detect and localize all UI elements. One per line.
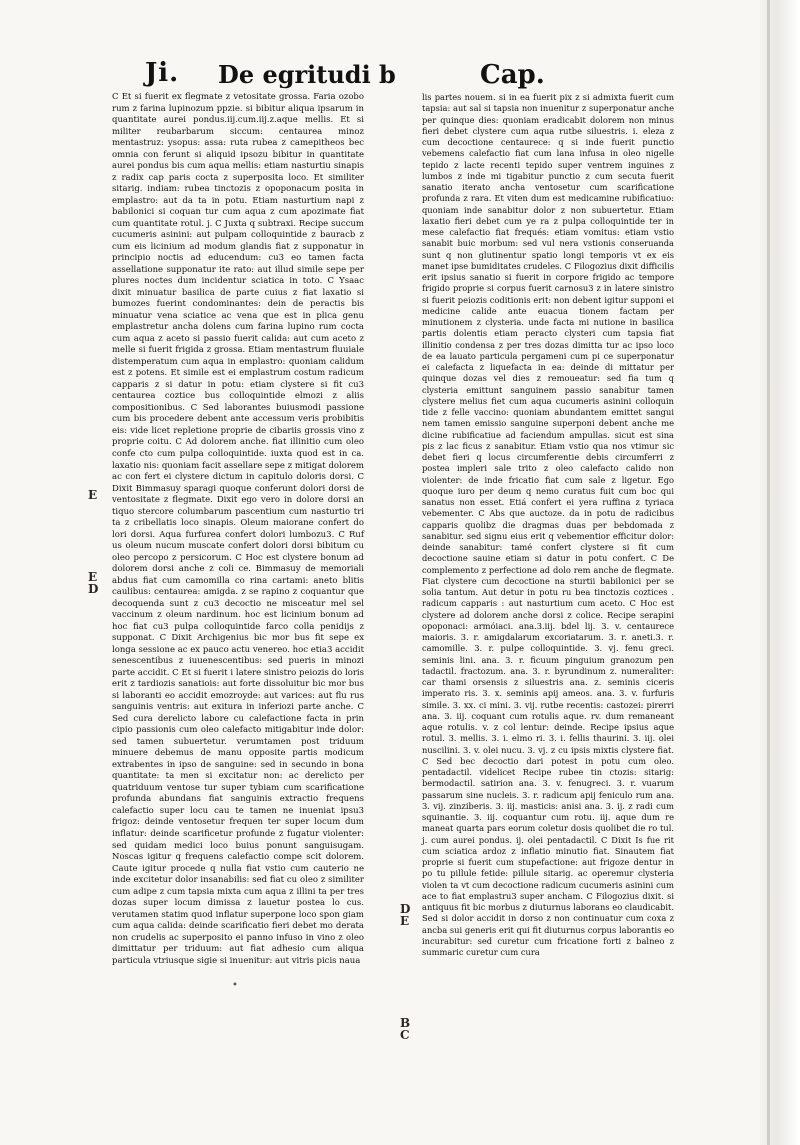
folio-number: Ji.: [145, 58, 180, 88]
margin-letter: E: [400, 914, 410, 928]
left-column: [112, 92, 364, 967]
running-title: De egritudi b: [218, 60, 396, 89]
page-edge: [760, 0, 800, 1145]
left-column-text: C Et si fuerit ex flegmate z vetositate grossa. Faria ozobo rum z farina lupinozum ppzie. si bibitur aliqua ipsarum in quantitate aurei pondus.iij.cum.iij.z.aque mellis. Et si militer reubarbarum siccum: centaurea minoz mentastruz: ysopus: assa: ruta rubea z camepitheos bec omnia con ferunt si aliquid ipsozu bibitur in quantitate aurei pondus bis cum aqua mellis: etiam nasturtiu sinapis z radix cap paris cocta z superposita loco. Et similiter sitarig. indiam: rubea tinctozis z opoponacum posita in emplastro: aut da ta in potu. Etiam nasturtium napi z babilonici si coquan tur cum aqua z cum apozimate fiat cum quantitate rotul. j. C Juxta q subtraxi. Recipe succum cucumeris asinini: aut pulpam colloquintide z bauracb z cum eis licinium ad modum glandis fiat z supponatur in principio noctis ad educendum: cu3 eo tamen facta assellatione supponatur ite rato: aut illud simile sepe per plures noctes dum incidentur sciatica in toto. C Ysaac dixit minuatur basilica de parte cuius z fiat laxatio si bumozes fuerint condominantes: dein de peractis bis minuatur vena sciatice ac vena que est in plica genu emplastretur ancha dolens cum farina lupino rum cocta cum aqua z aceto si passio fuerit calida: aut cum aceto z melle si fuerit frigida z grossa. Etiam mentastrum fluuiale distemperatum cum aqua in emplastro: quoniam calidum est z potens. Et simile est ei emplastrum costum radicum capparis z si datur in potu: etiam clystere si fit cu3 centaurea coztice bus colloquintide elmozi z aliis compositionibus. C Sed laborantes buiusmodi passione cum bis procedere debent ante accessum veris probibitis eis: vide licet repletione proprie de cibariis grossis vino z proprie coitu. C Ad dolorem anche. fiat illinitio cum oleo confe cto cum pulpa colloquintide. iuxta quod est in ca. laxatio nis: quoniam facit assellare sepe z mitigat dolorem ac con fert ei clystere dictum in capitulo doloris dorsi. C Dixit Bimmasuy sparagi quoque conferunt dolori dorsi de ventositate z flegmate. Dixit ego vero in dolore dorsi an tiquo stercore columbarum pascentium cum nasturtio tri ta z cribellatis loco sinapis. Oleum maiorane confert do lori dorsi. Aqua furfurea confert dolori lumbozu3. C Ruf us oleum nucum muscate confert dolori dorsi bibitum cu oleo percopo z persicorum. C Hoc est clystere bonum ad dolorem dorsi anche z coli ce. Bimmasuy de memoriali abdus fiat cum camomilla co rina cartami: aneto blitis caulibus: centaurea: amigda. z se rapino z coquantur que decoquenda sunt z cu3 decoctio ne misceatur mel sel vaccinum z oleum nardinum. hoc est licinium bonum ad hoc fiat cu3 pulpa colloquintide farco colla penidijs z supponat. C Dixit Archigenius bic mor bus fit sepe ex longa sessione ac ex pauco actu venereo. hoc etia3 accidit senescentibus z iuuenescentibus: sed pueris in minozi parte accidit. C Et si fuerit i latere sinistro peiozis do loris erit z tardiozis sanatiois: aut forte dissoluitur bic mor bus si laboranti eo accidit emozroyde: aut varices: aut flu rus sanguinis ventris: aut exitura in inferiozi parte anche. C Sed cura derelicto labore cu calefactione facta in prin cipio passionis cum oleo calefacto mitigabitur inde dolor: sed tamen subuertetur. verumtamen post triduum minuere debemus de manu opposite partis modicum extrabentes in ipso de sanguine: sed in secundo in bona quantitate: ta men si excitatur non: ac derelicto per quatriduum ventose tur super tybiam cum scarificatione profunda abundans fiat sanguinis extractio frequens calefactio super locu cau te tamen ne inueniat ipsu3 frigoz: deinde ventosetur frequen ter super locum dum inflatur: deinde scarificetur profunde z fugatur violenter: sed quidam medici loco buius ponunt sanguisugam. Noscas igitur q frequens calefactio compe scit dolorem. Caute igitur procede q nulla fiat vstio cum cauterio ne inde excitetur dolor insanabilis: sed fiat cu oleo z similiter cum adipe z cum tapsia mixta cum aqua z illini ta per tres dozas super locum dimissa z lauetur postea lo cus. verutamen statim quod inflatur superpone loco spon giam cum aqua calida: deinde scarificatio fieri debet mo derata non crudelis ac superposito ei panno infuso in vino z oleo dimittatur per triduum: aut fiat adhesio cum aliqua particula vtriusque sigie si inuenitur: aut vitris picis naua: [112, 92, 364, 966]
margin-letter: C: [400, 1028, 410, 1042]
chapter-heading: Cap.: [480, 60, 545, 90]
margin-letter: D: [88, 582, 99, 596]
margin-letter: E: [88, 488, 98, 502]
footer-mark: •: [232, 980, 238, 991]
page-fold-shadow: [767, 0, 770, 1145]
right-column: [422, 92, 674, 958]
margin-letter: E: [88, 570, 98, 584]
margin-letter: D: [400, 902, 411, 916]
margin-letter: B: [400, 1016, 411, 1030]
right-column-text: lis partes nouem. si in ea fuerit pix z si admixta fuerit cum tapsia: aut sal si tapsia non inuenitur z superponatur anche per quinque dies: quoniam eradicabit dolorem non minus fieri debet clystere cum aqua rutbe siluestris. i. eleza z cum decoctione centaurece: q si inde fuerit punctio vebemens calefactio fiat cum lana infusa in oleo nigelle tepido z lacte recenti tepido super ventrem inguines z lumbos z inde mi tigabitur punctio z cum secuta fuerit sanatio iterato ancha ventosetur cum scarificatione profunda z rara. Et viten dum est medicamine rubificatiuo: quoniam inde sanabitur dolor z non subuertetur. Etiam laxatio fieri debet cum ye ra z pulpa colloquintide ter in mese calefactio fiat frequés: etiam vomitus: etiam vstio sanabit buic morbum: sed vul nera vstionis conseruanda sunt q non glutinentur spatio longi temporis vt ex eis manet ipse bumiditates crudeles. C Filogozius dixit difficilis erit ipsius sanatio si fuerit in corpore frigido ac tempore frigido proprie si corpus fuerit carnosu3 z in latere sinistro si fuerit peiozis coditionis erit: non debent igitur supponi ei medicine calide ante euacua tionem factam per minutionem z clysteria. unde facta mi nutione in basilica partis dolentis etiam peracto clysteri cum tapsia fiat illinitio condensa z per tres dozas dimitta tur ac ipso loco de ea lauato particula pergameni cum pi ce superponatur ei calefacta z liquefacta in ea: deinde di mittatur per quinque dozas vel dies z remoueatur: sed fia tum q clysteria emittunt sanguinem passio sanabitur tamen clystere melius fiet cum aqua cucumeris asinini colloquin tide z felle vaccino: quoniam abundantem emittet sangui nem tamen emissio sanguine superponi debent anche me dicine rubificatiue ad faciendum ampullas. sicut est sina pis z lac ficus z sanabitur. Etiam vstio qua nos vtimur sic debet fieri q locus circumferentie debis circumferri z postea impleri sale trito z oleo calefacto calido non violenter: de inde fricatio fiat cum sale z ligetur. Ego quoque iuro per deum q nemo curatus fuit cum boc qui sanatus non esset. Etiá confert ei yera ruffina z tyriaca vebementer. C Abs que auctoze. da in potu de radicibus capparis quolibz die dragmas duas per bebdomada z sanabitur. sed signu eius erit q vebementior efficitur dolor: deinde sanabitur: tamé confert clystere si fit cum decoctione sauine etiam si datur in potu confert. C De complemento z perfectione ad dolo rem anche de flegmate. Fiat clystere cum decoctione na sturtii babilonici per se solia tantum. Aut detur in potu ru bea tinctozis coztices . radicum capparis : aut nasturtium cum aceto. C Hoc est clystere ad dolorem anche dorsi z colice. Recipe serapini opoponaci: armóiaci. ana.3.iij. bdel lij. 3. v. centaurece maioris. 3. r. amigdalarum excoriatarum. 3. r. aneti.3. r. camomille. 3. r. pulpe colloquintide. 3. vj. fenu greci. seminis lini. ana. 3. r. ficuum pinguium granozum pen tadactil. fractozum. ana. 3. r. byrundinum z. numeraliter: car thami orsensis z siluestris ana. z. seminis ciceris imperato ris. 3. x. seminis apij ameos. ana. 3. v. furfuris simile. 3. xx. ci mini. 3. vij. rutbe recentis: castozei: pirerri ana. 3. iij. coquant cum rotulis aque. rv. dum remaneant aque rotulis. v. z col lentur: deinde. Recipe ipsius aque rotul. 3. mellis. 3. i. elmo ri. 3. i. fellis thaurini. 3. iij. olei nuscilini. 3. v. olei nucu. 3. vj. z cu ipsis mixtis clystere fiat. C Sed bec decoctio dari potest in potu cum oleo. pentadactil. videlicet Recipe rubee tin ctozis: sitarig: bermodactil. satirion ana. 3. v. fenugreci. 3. r. vuarum passarum sine nucleis. 3. r. radicum apij feniculo rum ana. 3. vij. zinziberis. 3. iij. masticis: anisi ana. 3. ij. z radi cum squinantie. 3. iij. coquantur cum rotu. iij. aque dum re maneat quarta pars eorum coletur dosis quolibet die ro tul. j. cum aurei pondus. ij. olei pentadactil. C Dixit Is fue rit cum sciatica ardoz z inflatio minutio fiat. Sinautem fiat proprie si fuerit cum stupefactione: aut frigoze dentur in po tu pillule fetide: pillule sitarig. ac operemur clysteria violen ta vt cum decoctione radicum cucumeris asinini cum ace to fiat emplastru3 super ancham. C Filogozius dixit. si antiquus fit bic morbus z diuturnus laborans eo claudicabit. Sed si dolor accidit in dorso z non continuatur cum coxa z ancba sui generis erit qui fit diuturnus corpus laborantis eo incurabitur: sed curetur cum fricatione forti z balneo z summaric curetur cum cura: [422, 92, 674, 957]
